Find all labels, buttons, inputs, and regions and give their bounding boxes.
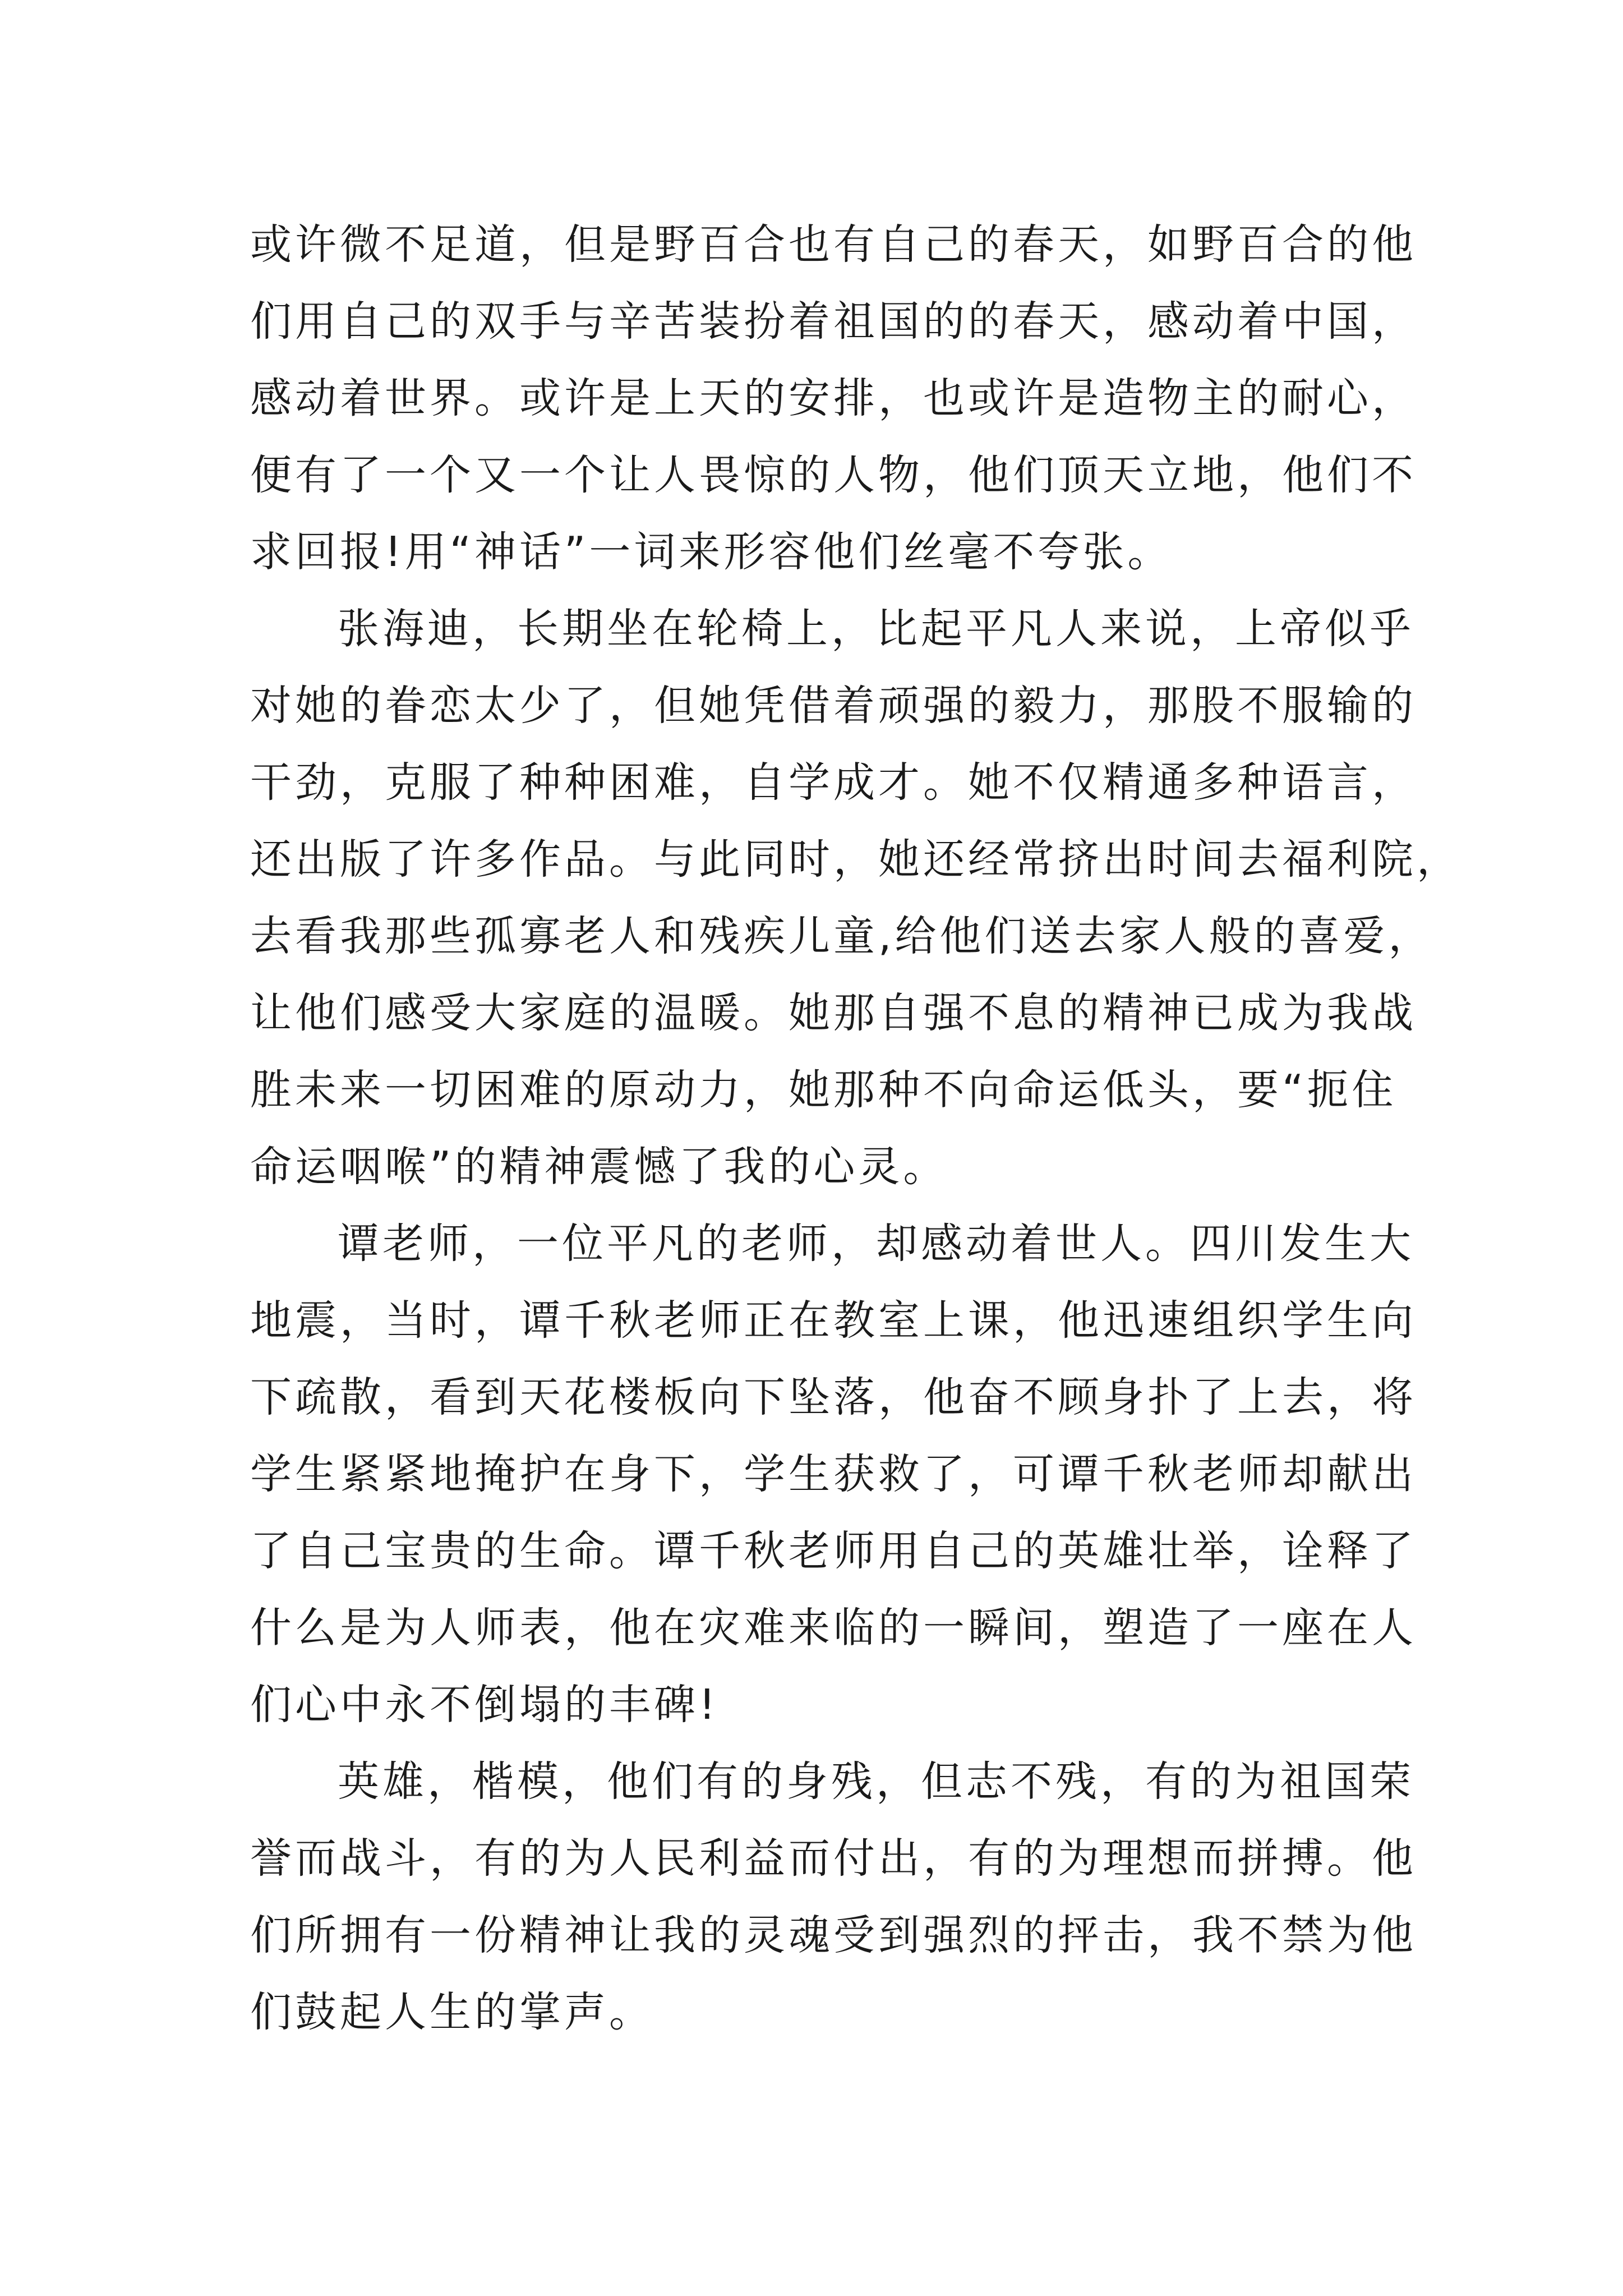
paragraph-line: 下疏散，看到天花楼板向下坠落，他奋不顾身扑了上去，将 <box>250 1373 1417 1421</box>
paragraph-line: 地震，当时，谭千秋老师正在教室上课，他迅速组织学生向 <box>250 1296 1417 1345</box>
paragraph-line: 们鼓起人生的掌声。 <box>250 1988 654 2036</box>
paragraph-line: 去看我那些孤寡老人和残疾儿童,给他们送去家人般的喜爱， <box>250 912 1433 960</box>
paragraph-line: 誉而战斗，有的为人民利益而付出，有的为理想而拼搏。他 <box>250 1834 1417 1883</box>
paragraph-line: 们用自己的双手与辛苦装扮着祖国的的春天，感动着中国， <box>250 297 1417 346</box>
paragraph-1 <box>250 206 1417 591</box>
paragraph-line: 干劲，克服了种种困难，自学成才。她不仅精通多种语言， <box>250 758 1417 807</box>
paragraph-line: 们心中永不倒塌的丰碑! <box>250 1681 719 1729</box>
paragraph-line: 们所拥有一份精神让我的灵魂受到强烈的抨击，我不禁为他 <box>250 1911 1417 1959</box>
paragraph-line: 让他们感受大家庭的温暖。她那自强不息的精神已成为我战 <box>250 989 1417 1037</box>
paragraph-2 <box>250 591 1461 1205</box>
body-text <box>250 206 1461 2051</box>
paragraph-line: 还出版了许多作品。与此同时，她还经常挤出时间去福利院， <box>250 835 1461 884</box>
paragraph-line: 英雄，楷模，他们有的身残，但志不残，有的为祖国荣 <box>338 1757 1414 1806</box>
paragraph-line: 学生紧紧地掩护在身下，学生获救了，可谭千秋老师却献出 <box>250 1450 1417 1498</box>
paragraph-line: 什么是为人师表，他在灾难来临的一瞬间，塑造了一座在人 <box>250 1604 1417 1652</box>
paragraph-line: 便有了一个又一个让人畏惊的人物，他们顶天立地，他们不 <box>250 451 1417 499</box>
paragraph-3 <box>250 1205 1417 1743</box>
paragraph-line: 张海迪，长期坐在轮椅上，比起平凡人来说，上帝似乎 <box>338 605 1414 653</box>
paragraph-line: 谭老师，一位平凡的老师，却感动着世人。四川发生大 <box>338 1220 1414 1268</box>
paragraph-line: 感动着世界。或许是上天的安排，也或许是造物主的耐心， <box>250 374 1417 422</box>
paragraph-line: 胜未来一切困难的原动力，她那种不向命运低头，要“扼住 <box>250 1066 1397 1114</box>
paragraph-line: 对她的眷恋太少了，但她凭借着顽强的毅力，那股不服输的 <box>250 682 1417 730</box>
paragraph-line: 命运咽喉”的精神震憾了我的心灵。 <box>250 1143 948 1191</box>
paragraph-line: 求回报!用“神话”一词来形容他们丝毫不夸张。 <box>250 528 1173 576</box>
paragraph-line: 了自己宝贵的生命。谭千秋老师用自己的英雄壮举，诠释了 <box>250 1527 1417 1575</box>
paragraph-4 <box>250 1743 1417 2051</box>
paragraph-line: 或许微不足道，但是野百合也有自己的春天，如野百合的他 <box>250 220 1417 269</box>
